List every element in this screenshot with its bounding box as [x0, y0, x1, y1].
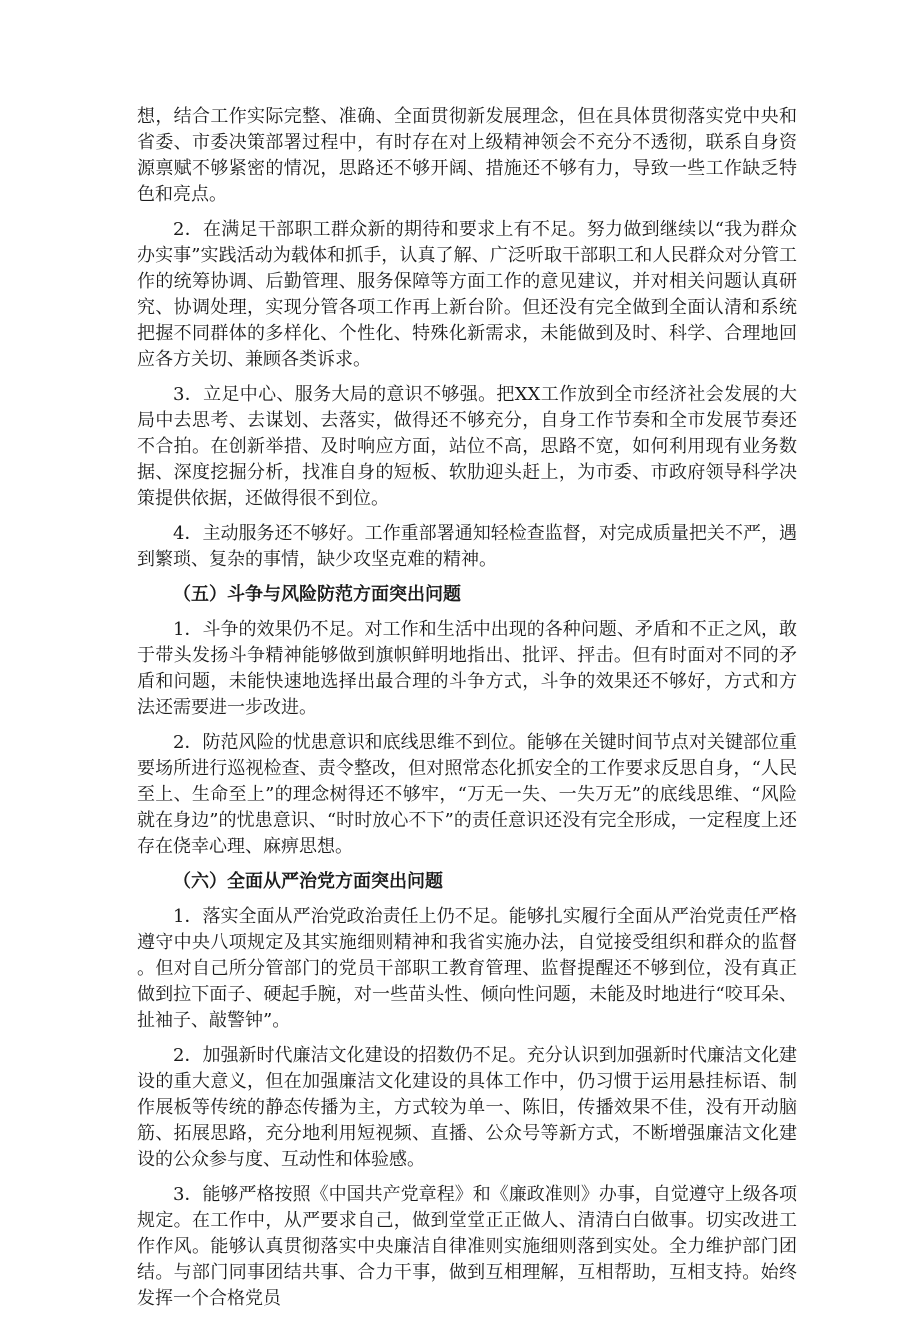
document-body — [137, 104, 797, 1321]
paragraph-item-2: 2．在满足干部职工群众新的期待和要求上有不足。努力做到继续以“我为群众办实事”实践活动为载体和抓手，认真了解、广泛听取干部职工和人民群众对分管工作的统筹协调、后勤管理、服务保障等方面工作的意见建议，并对相关问题认真研究、协调处理，实现分管各项工作再上新台阶。但还没有完全做到全面认清和系统把握不同群体的多样化、个性化、特殊化新需求，未能做到及时、科学、合理地回应各方关切、兼顾各类诉求。 — [137, 219, 797, 370]
paragraph-section6-item-1: 1．落实全面从严治党政治责任上仍不足。能够扎实履行全面从严治党责任严格遵守中央八项规定及其实施细则精神和我省实施办法，自觉接受组织和群众的监督。但对自己所分管部门的党员干部职工教育管理、监督提醒还不够到位，没有真正做到拉下面子、硬起手腕，对一些苗头性、倾向性问题，未能及时地进行“咬耳朵、扯袖子、敲警钟”。 — [137, 906, 797, 1031]
paragraph-section6-item-2: 2．加强新时代廉洁文化建设的招数仍不足。充分认识到加强新时代廉洁文化建设的重大意义，但在加强廉洁文化建设的具体工作中，仍习惯于运用悬挂标语、制作展板等传统的静态传播为主，方式较为单一、陈旧，传播效果不佳，没有开动脑筋、拓展思路，充分地利用短视频、直播、公众号等新方式，不断增强廉洁文化建设的公众参与度、互动性和体验感。 — [137, 1045, 797, 1170]
section-heading-6: （六）全面从严治党方面突出问题 — [173, 871, 443, 892]
section-heading-5: （五）斗争与风险防范方面突出问题 — [173, 584, 461, 605]
paragraph-section5-item-1: 1．斗争的效果仍不足。对工作和生活中出现的各种问题、矛盾和不正之风，敢于带头发扬斗争精神能够做到旗帜鲜明地指出、批评、抨击。但有时面对不同的矛盾和问题，未能快速地选择出最合理的斗争方式，斗争的效果还不够好，方式和方法还需要进一步改进。 — [137, 619, 797, 718]
paragraph-continuation: 想，结合工作实际完整、准确、全面贯彻新发展理念，但在具体贯彻落实党中央和省委、市委决策部署过程中，有时存在对上级精神领会不充分不透彻，联系自身资源禀赋不够紧密的情况，思路还不够开阔、措施还不够有力，导致一些工作缺乏特色和亮点。 — [137, 106, 797, 205]
paragraph-item-3: 3．立足中心、服务大局的意识不够强。把XX工作放到全市经济社会发展的大局中去思考、去谋划、去落实，做得还不够充分，自身工作节奏和全市发展节奏还不合拍。在创新举措、及时响应方面，站位不高，思路不宽，如何利用现有业务数据、深度挖掘分析，找准自身的短板、软肋迎头赶上，为市委、市政府领导科学决策提供依据，还做得很不到位。 — [137, 384, 797, 509]
paragraph-section6-item-3: 3．能够严格按照《中国共产党章程》和《廉政准则》办事，自觉遵守上级各项规定。在工作中，从严要求自己，做到堂堂正正做人、清清白白做事。切实改进工作作风。能够认真贯彻落实中央廉洁自律准则实施细则落到实处。全力维护部门团结。与部门同事团结共事、合力干事，做到互相理解，互相帮助，互相支持。始终发挥一个合格党员 — [137, 1184, 797, 1309]
paragraph-item-4: 4．主动服务还不够好。工作重部署通知轻检查监督，对完成质量把关不严，遇到繁琐、复杂的事情，缺少攻坚克难的精神。 — [137, 523, 797, 570]
paragraph-section5-item-2: 2．防范风险的忧患意识和底线思维不到位。能够在关键时间节点对关键部位重要场所进行巡视检查、责令整改，但对照常态化抓安全的工作要求反思自身，“人民至上、生命至上”的理念树得还不够牢，“万无一失、一失万无”的底线思维、“风险就在身边”的忧患意识、“时时放心不下”的责任意识还没有完全形成，一定程度上还存在侥幸心理、麻痹思想。 — [137, 732, 797, 857]
